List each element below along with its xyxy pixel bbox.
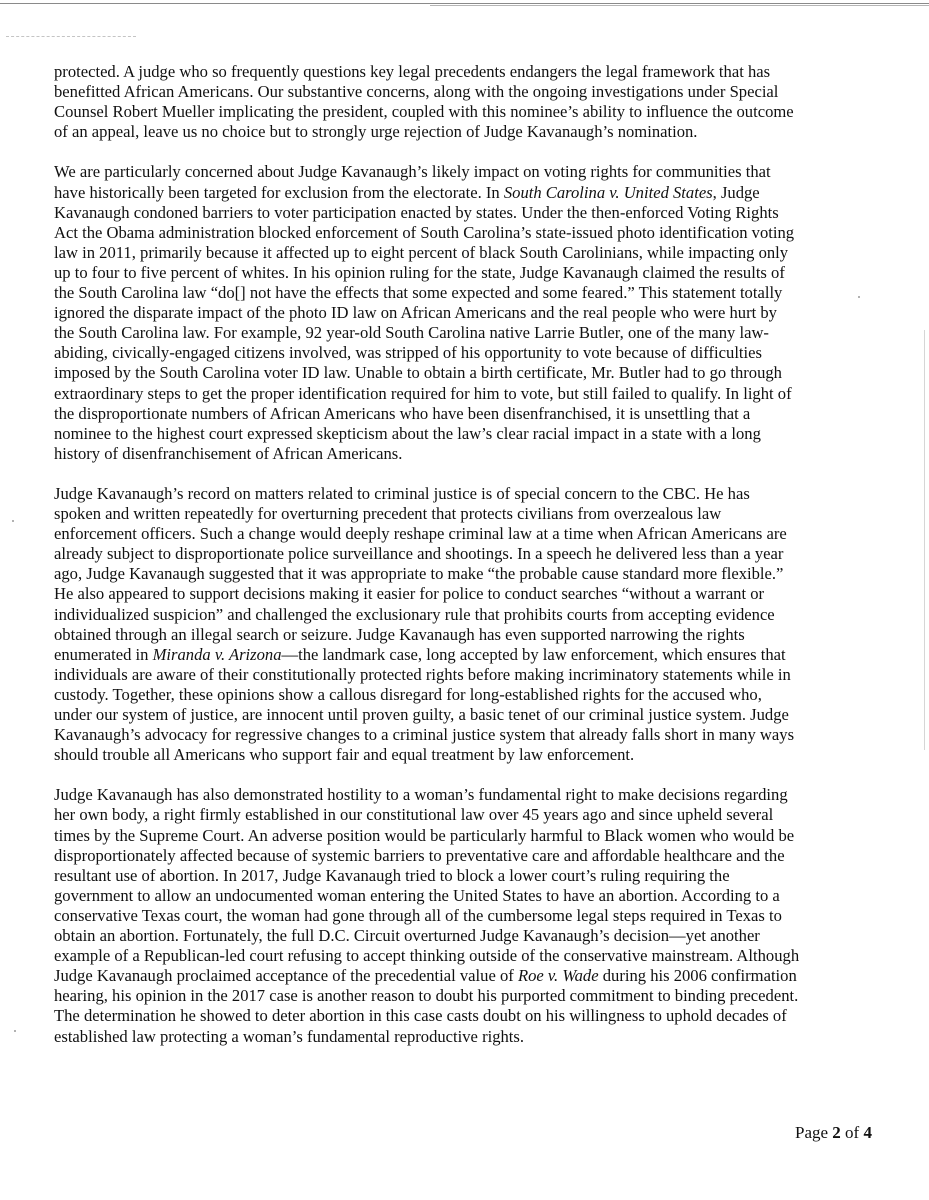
text-line: should trouble all Americans who support fair and equal treatment by law enforcement. bbox=[54, 745, 635, 765]
text-line: government to allow an undocumented woman entering the United States to have an abortion. According to a bbox=[54, 885, 780, 905]
text-line: Act the Obama administration blocked enforcement of South Carolina’s state-issued photo identification voting bbox=[54, 222, 795, 242]
scan-artifact bbox=[6, 36, 136, 38]
text-line: imposed by the South Carolina voter ID law. Unable to obtain a birth certificate, Mr. Butler had to go through bbox=[54, 363, 782, 383]
text-line: individualized suspicion” and challenged the exclusionary rule that prohibits courts from accepting evidence bbox=[54, 604, 775, 624]
scan-edge-line bbox=[430, 5, 929, 6]
text-line: her own body, a right firmly established in our constitutional law over 45 years ago and since upheld several bbox=[54, 805, 774, 825]
text-line: already subject to disproportionate police surveillance and shootings. In a speech he delivered less than a year bbox=[54, 544, 784, 564]
scan-speck bbox=[14, 1030, 16, 1032]
letter-body bbox=[54, 62, 924, 1067]
text-line: Counsel Robert Mueller implicating the president, coupled with this nominee’s ability to influence the outcome bbox=[54, 102, 794, 122]
text-line: abiding, civically-engaged citizens involved, was stripped of his opportunity to vote because of difficulties bbox=[54, 343, 762, 363]
page-label: Page bbox=[795, 1123, 829, 1142]
scan-edge-line bbox=[0, 3, 929, 4]
case-name: South Carolina v. United States bbox=[503, 182, 713, 202]
text-line: ago, Judge Kavanaugh suggested that it was appropriate to make “the probable cause standard more flexible.” bbox=[54, 564, 784, 584]
paragraph bbox=[54, 785, 924, 1046]
text-line: the South Carolina law. For example, 92 year-old South Carolina native Larrie Butler, one of the many law- bbox=[54, 323, 769, 343]
text-line: Judge Kavanaugh proclaimed acceptance of the precedential value of Roe v. Wade during his 2006 confirmation bbox=[54, 966, 797, 986]
case-name: Roe v. Wade bbox=[517, 966, 599, 986]
text-line: obtained through an illegal search or seizure. Judge Kavanaugh has even supported narrowing the rights bbox=[54, 624, 745, 644]
text-line: He also appeared to support decisions making it easier for police to conduct searches “without a warrant or bbox=[54, 584, 765, 604]
text-line: the disproportionate numbers of African Americans who have been disenfranchised, it is unsettling that a bbox=[54, 403, 751, 423]
text-line: Kavanaugh’s advocacy for regressive changes to a criminal justice system that already falls short in many ways bbox=[54, 725, 795, 745]
text-line: protected. A judge who so frequently questions key legal precedents endangers the legal framework that has bbox=[54, 62, 771, 81]
text-line: have historically been targeted for exclusion from the electorate. In South Carolina v. United States, Judge bbox=[54, 182, 760, 202]
text-line: hearing, his opinion in the 2017 case is another reason to doubt his purported commitment to binding precedent. bbox=[54, 986, 799, 1006]
text-line: up to four to five percent of whites. In his opinion ruling for the state, Judge Kavanaugh claimed the results of bbox=[54, 262, 785, 282]
text-line: Kavanaugh condoned barriers to voter participation enacted by states. Under the then-enforced Voting Rights bbox=[54, 202, 779, 222]
page-total: 4 bbox=[863, 1123, 872, 1142]
text-line: Judge Kavanaugh has also demonstrated hostility to a woman’s fundamental right to make decisions regarding bbox=[54, 785, 788, 805]
case-name: Miranda v. Arizona bbox=[152, 644, 282, 664]
paragraph bbox=[54, 162, 924, 463]
text-line: the South Carolina law “do[] not have the effects that some expected and some feared.” This statement totally bbox=[54, 283, 783, 303]
text-line: individuals are aware of their constitutionally protected rights before making incriminatory statements while in bbox=[54, 664, 791, 684]
text-line: conservative Texas court, the woman had gone through all of the cumbersome legal steps required in Texas to bbox=[54, 905, 782, 925]
text-line: custody. Together, these opinions show a callous disregard for long-established rights for the accused who, bbox=[54, 684, 762, 704]
text-line: established law protecting a woman’s fundamental reproductive rights. bbox=[54, 1026, 525, 1046]
text-line: of an appeal, leave us no choice but to strongly urge rejection of Judge Kavanaugh’s nomination. bbox=[54, 122, 698, 142]
page-current: 2 bbox=[832, 1123, 841, 1142]
text-line: spoken and written repeatedly for overturning precedent that protects civilians from overzealous law bbox=[54, 504, 722, 524]
text-line: example of a Republican-led court refusing to accept thinking outside of the conservative mainstream. Although bbox=[54, 946, 800, 966]
scan-artifact bbox=[924, 330, 925, 750]
paragraph bbox=[54, 62, 924, 142]
text-line: history of disenfranchisement of African Americans. bbox=[54, 443, 403, 463]
text-line: We are particularly concerned about Judge Kavanaugh’s likely impact on voting rights for communities that bbox=[54, 162, 771, 182]
text-line: disproportionately affected because of systemic barriers to preventative care and affordable healthcare and the bbox=[54, 845, 785, 865]
text-line: resultant use of abortion. In 2017, Judge Kavanaugh tried to block a lower court’s ruling requiring the bbox=[54, 865, 730, 885]
text-line: obtain an abortion. Fortunately, the full D.C. Circuit overturned Judge Kavanaugh’s decision—yet another bbox=[54, 926, 760, 946]
text-line: The determination he showed to deter abortion in this case casts doubt on his willingness to uphold decades of bbox=[54, 1006, 787, 1026]
text-line: nominee to the highest court expressed skepticism about the law’s clear racial impact in a state with a long bbox=[54, 423, 761, 443]
text-line: under our system of justice, are innocent until proven guilty, a basic tenet of our criminal justice system. Judge bbox=[54, 705, 789, 724]
text-line: extraordinary steps to get the proper identification required for him to vote, but still failed to qualify. In light of bbox=[54, 383, 792, 403]
text-line: enforcement officers. Such a change would deeply reshape criminal law at a time when African Americans are bbox=[54, 524, 787, 544]
text-line: enumerated in Miranda v. Arizona—the landmark case, long accepted by law enforcement, which ensures that bbox=[54, 644, 786, 664]
scan-speck bbox=[12, 520, 14, 522]
text-line: times by the Supreme Court. An adverse position would be particularly harmful to Black women who would be bbox=[54, 825, 795, 845]
page-number bbox=[795, 1123, 872, 1143]
text-line: ignored the disparate impact of the photo ID law on African Americans and the real people who were hurt by bbox=[54, 303, 777, 323]
text-line: law in 2011, primarily because it affected up to eight percent of black South Carolinians, while impacting only bbox=[54, 242, 789, 262]
text-line: benefitted African Americans. Our substantive concerns, along with the ongoing investigations under Special bbox=[54, 82, 779, 102]
paragraph bbox=[54, 484, 924, 765]
text-line: Judge Kavanaugh’s record on matters related to criminal justice is of special concern to the CBC. He has bbox=[54, 483, 750, 503]
page-of: of bbox=[845, 1123, 860, 1142]
